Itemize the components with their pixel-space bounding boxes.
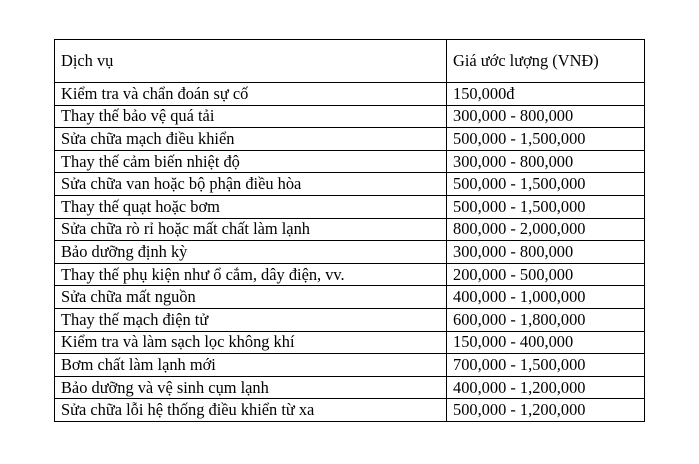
table-row [55,286,645,309]
price-cell: 400,000 - 1,200,000 [447,376,645,399]
service-cell: Bảo dưỡng và vệ sinh cụm lạnh [55,376,447,399]
service-cell: Bảo dưỡng định kỳ [55,241,447,264]
price-cell: 300,000 - 800,000 [447,150,645,173]
price-cell: 500,000 - 1,200,000 [447,399,645,422]
table-header-row [55,40,645,83]
price-cell: 150,000 - 400,000 [447,331,645,354]
table-row [55,308,645,331]
table-row [55,376,645,399]
service-cell: Thay thế quạt hoặc bơm [55,195,447,218]
price-cell: 700,000 - 1,500,000 [447,354,645,377]
header-service: Dịch vụ [55,40,447,83]
service-cell: Sửa chữa rò rỉ hoặc mất chất làm lạnh [55,218,447,241]
header-estimated-price: Giá ước lượng (VNĐ) [447,40,645,83]
price-cell: 200,000 - 500,000 [447,263,645,286]
table-row [55,218,645,241]
price-cell: 400,000 - 1,000,000 [447,286,645,309]
service-cell: Sửa chữa van hoặc bộ phận điều hòa [55,173,447,196]
table-row [55,263,645,286]
service-price-table [54,39,645,422]
price-cell: 800,000 - 2,000,000 [447,218,645,241]
service-cell: Thay thế mạch điện tử [55,308,447,331]
price-cell: 500,000 - 1,500,000 [447,173,645,196]
table-row [55,241,645,264]
service-cell: Thay thế phụ kiện như ổ cắm, dây điện, vv. [55,263,447,286]
table-row [55,331,645,354]
price-cell: 500,000 - 1,500,000 [447,195,645,218]
table-row [55,173,645,196]
service-cell: Thay thế bảo vệ quá tải [55,105,447,128]
table-row [55,83,645,106]
service-cell: Sửa chữa lỗi hệ thống điều khiển từ xa [55,399,447,422]
service-cell: Sửa chữa mạch điều khiển [55,128,447,151]
price-cell: 500,000 - 1,500,000 [447,128,645,151]
table-row [55,128,645,151]
price-cell: 300,000 - 800,000 [447,105,645,128]
table-row [55,195,645,218]
service-cell: Kiểm tra và chẩn đoán sự cố [55,83,447,106]
table-row [55,150,645,173]
table-row [55,399,645,422]
table-row [55,354,645,377]
price-cell: 600,000 - 1,800,000 [447,308,645,331]
service-cell: Thay thế cảm biến nhiệt độ [55,150,447,173]
table-row [55,105,645,128]
price-cell: 150,000đ [447,83,645,106]
price-cell: 300,000 - 800,000 [447,241,645,264]
service-cell: Sửa chữa mất nguồn [55,286,447,309]
service-cell: Kiểm tra và làm sạch lọc không khí [55,331,447,354]
service-cell: Bơm chất làm lạnh mới [55,354,447,377]
